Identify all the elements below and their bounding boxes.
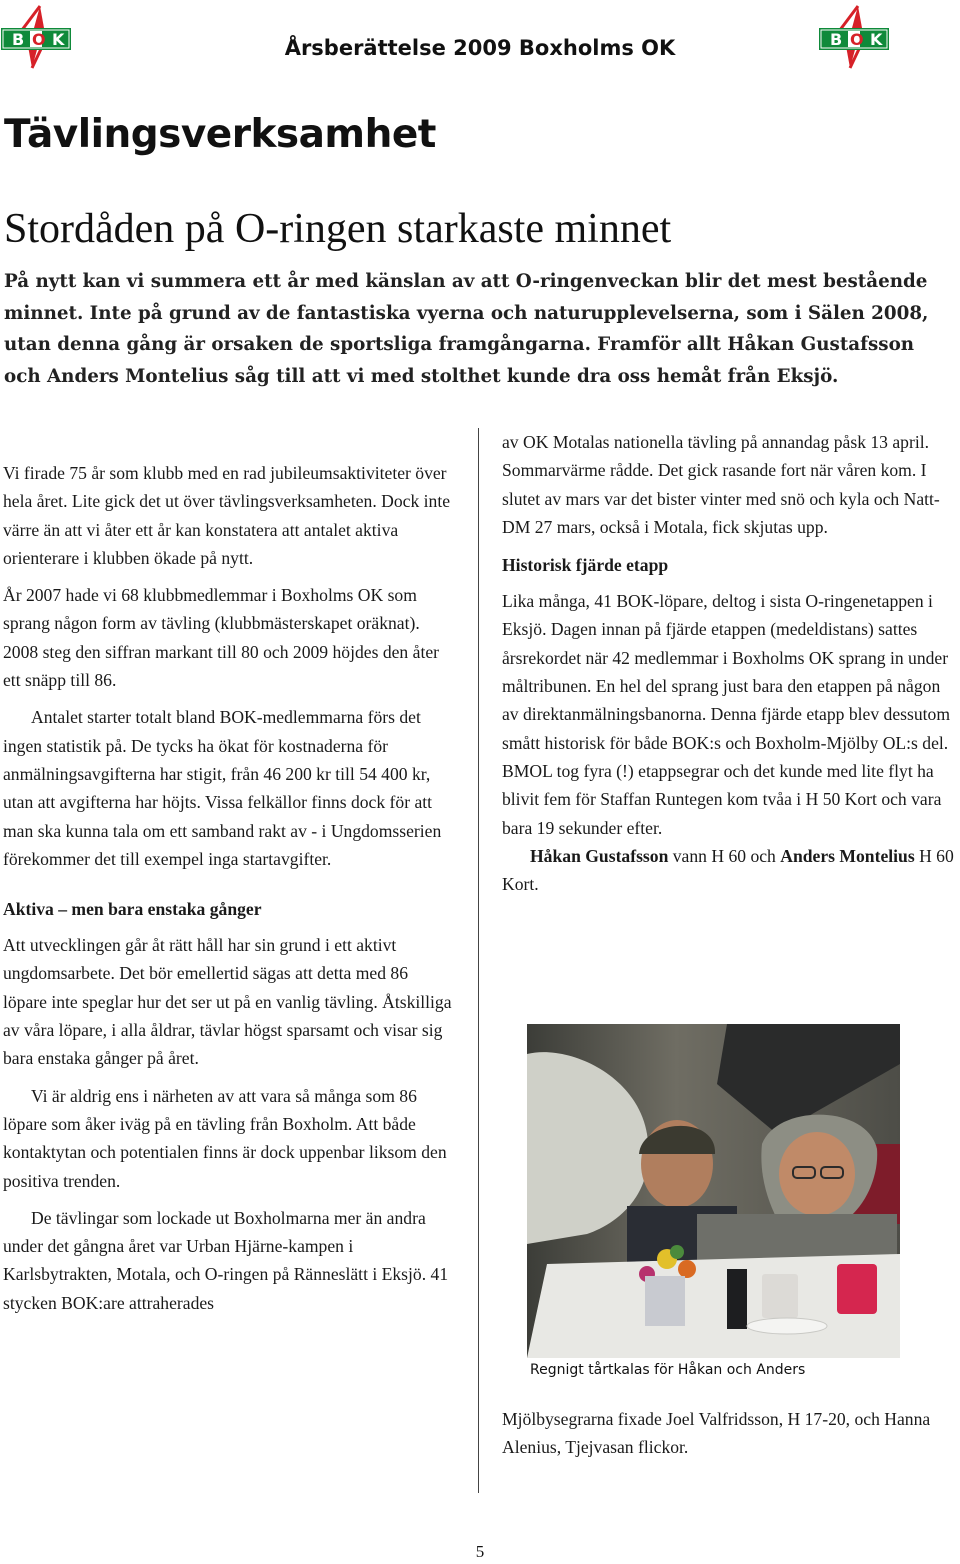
paragraph: Vi är aldrig ens i närheten av att vara så många som 86 löpare som åker iväg på en tävling från Boxholm. Att både kontaktytan och potentialen finns är dock uppenbar liksom den positiva trenden. (3, 1085, 447, 1191)
document-header-title: Årsberättelse 2009 Boxholms OK (284, 36, 676, 60)
right-column (502, 428, 958, 898)
winner-name: Håkan Gustafsson (530, 845, 669, 866)
paragraph: av OK Motalas nationella tävling på annandag påsk 13 april. Sommarvärme rådde. Det gick rasande fort när våren kom. I slutet av mars var det bister vinter med snö och kyla och Natt-DM 27 mars, också i Motala, fick skjutas upp. (502, 432, 940, 537)
bok-logo-icon (818, 4, 890, 70)
subheading-aktiva: Aktiva – men bara enstaka gånger (3, 899, 262, 920)
paragraph: Vi firade 75 år som klubb med en rad jubileumsaktiviteter över hela året. Lite gick det ut över tävlingsverksamheten. Dock inte värre än att vi åter ett år kan konstatera att antalet aktiva orienterare i klubben ökade på nytt. (3, 463, 451, 568)
paragraph: År 2007 hade vi 68 klubbmedlemmar i Boxholms OK som sprang någon form av tävling (klubbmästerskapet oräknat). 2008 steg den siffran markant till 80 och 2009 höjdes den åter ett snäpp till 86. (3, 585, 439, 691)
logo-letter-o: O (32, 30, 46, 49)
logo-letter-b: B (12, 30, 25, 49)
paragraph: Antalet starter totalt bland BOK-medlemmarna förs det ingen statistik på. De tycks ha ökat för kostnaderna för anmälningsavgifterna har stigit, från 46 200 kr till 54 400 kr, utan att avgifterna har höjts. Vissa felkällor finns dock för att man ska kunna tala om ett samband rakt av - i Ungdomsserien förekommer det till exempel inga startavgifter. (3, 707, 442, 869)
photo-illustration (527, 1024, 900, 1358)
photo-caption: Regnigt tårtkalas för Håkan och Anders (530, 1362, 806, 1378)
article-lead: På nytt kan vi summera ett år med känslan av att O-ringenveckan blir det mest bestående minnet. Inte på grund av de fantastiska vyerna och naturupplevelserna, som i Sälen 2008, utan denna gång är orsaken de sportsliga framgångarna. Framför allt Håkan Gustafsson och Anders Montelius såg till att vi med stolthet kunde dra oss hemåt från Eksjö. (4, 271, 929, 387)
column-divider (478, 428, 479, 1493)
logo-letter-b: B (830, 30, 843, 49)
left-column (3, 459, 455, 1317)
paragraph: Lika många, 41 BOK-löpare, deltog i sista O-ringenetappen i Eksjö. Dagen innan på fjärde etappen (medeldistans) sattes årsrekordet när 42 medlemmar i Boxholms OK sprang in under måltribunen. En hel del sprang just bara den etappen på någon av direktanmälningsbanorna. Denna fjärde etapp blev dessutom smått historisk för både BOK:s och Boxholm-Mjölby OL:s del. BMOL tog fyra (!) etappsegrar och det kunde med lite flyt ha blivit fem för Staffan Runtegen kom tvåa i H 50 Kort och vara bara 19 sekunder efter. (502, 591, 951, 838)
section-title: Tävlingsverksamhet (4, 112, 436, 157)
winner-name: Anders Montelius (780, 845, 915, 866)
subheading-historisk: Historisk fjärde etapp (502, 555, 669, 576)
paragraph-winners: Håkan Gustafsson vann H 60 och Anders Montelius H 60 Kort. (502, 845, 954, 895)
article-photo (527, 1024, 900, 1358)
paragraph: De tävlingar som lockade ut Boxholmarna mer än andra under det gångna året var Urban Hjärne-kampen i Karlsbytrakten, Motala, och O-ringen på Ränneslätt i Eksjö. 41 stycken BOK:are attraherades (3, 1207, 449, 1313)
paragraph: Att utvecklingen går åt rätt håll har sin grund i ett aktivt ungdomsarbete. Det bör emellertid sägas att detta med 86 löpare inte speglar hur det ser ut på en vanlig tävling. Åtskilliga av våra löpare, i alla åldrar, tävlar högst sparsamt och visar sig bara enstaka gånger på året. (3, 935, 452, 1069)
logo-letter-o: O (850, 30, 864, 49)
paragraph: Mjölbysegrarna fixade Joel Valfridsson, H 17-20, och Hanna Alenius, Tjejvasan flickor. (502, 1409, 931, 1458)
logo-letter-k: K (52, 30, 65, 49)
bok-logo-right (818, 4, 890, 70)
article-headline: Stordåden på O-ringen starkaste minnet (4, 206, 672, 252)
logo-letter-k: K (870, 30, 883, 49)
page-number: 5 (475, 1542, 485, 1561)
